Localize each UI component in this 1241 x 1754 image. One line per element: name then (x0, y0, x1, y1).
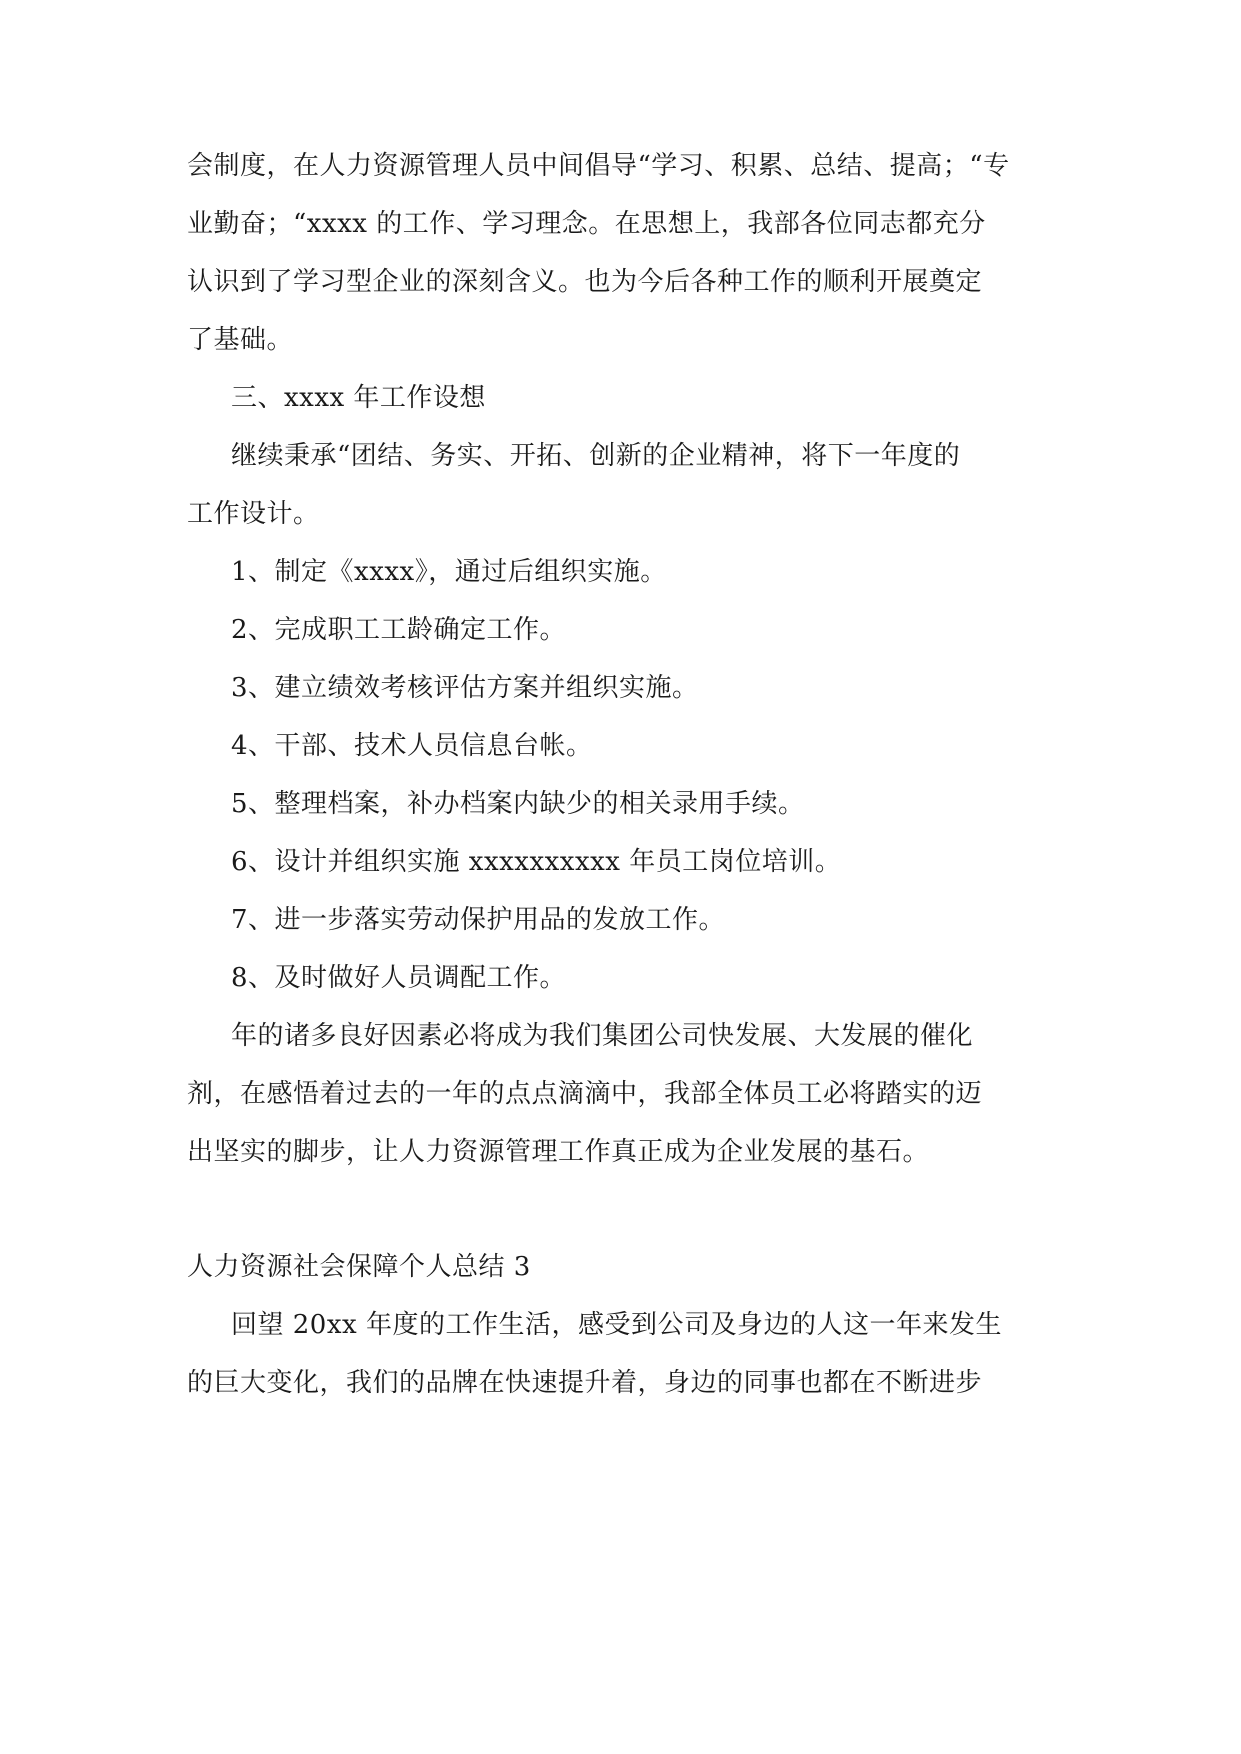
paragraph-line: 会制度，在人力资源管理人员中间倡导“学习、积累、总结、提高；“专 (187, 151, 1010, 181)
paragraph-line: 的巨大变化，我们的品牌在快速提升着，身边的同事也都在不断进步 (187, 1368, 983, 1398)
next-section-title: 人力资源社会保障个人总结 3 (187, 1252, 531, 1282)
paragraph-line: 工作设计。 (187, 499, 320, 529)
plan-item: 1、制定《xxxx》，通过后组织实施。 (231, 557, 667, 587)
paragraph-line: 继续秉承“团结、务实、开拓、创新的企业精神，将下一年度的 (231, 441, 961, 471)
section-title: 三、xxxx 年工作设想 (231, 383, 486, 413)
paragraph-line: 年的诸多良好因素必将成为我们集团公司快发展、大发展的催化 (231, 1021, 974, 1051)
paragraph-line: 业勤奋；“xxxx 的工作、学习理念。在思想上，我部各位同志都充分 (187, 209, 986, 239)
paragraph-line: 出坚实的脚步，让人力资源管理工作真正成为企业发展的基石。 (187, 1137, 930, 1167)
plan-item: 5、整理档案，补办档案内缺少的相关录用手续。 (231, 789, 805, 819)
plan-item: 6、设计并组织实施 xxxxxxxxxx 年员工岗位培训。 (231, 847, 842, 877)
paragraph-line: 剂，在感悟着过去的一年的点点滴滴中，我部全体员工必将踏实的迈 (187, 1079, 983, 1109)
plan-item: 7、进一步落实劳动保护用品的发放工作。 (231, 905, 726, 935)
paragraph-line: 了基础。 (187, 325, 294, 355)
paragraph-line: 认识到了学习型企业的深刻含义。也为今后各种工作的顺利开展奠定 (187, 267, 983, 297)
paragraph-line: 回望 20xx 年度的工作生活，感受到公司及身边的人这一年来发生 (231, 1310, 1002, 1340)
plan-item: 3、建立绩效考核评估方案并组织实施。 (231, 673, 699, 703)
plan-item: 8、及时做好人员调配工作。 (231, 963, 567, 993)
plan-item: 2、完成职工工龄确定工作。 (231, 615, 567, 645)
plan-item: 4、干部、技术人员信息台帐。 (231, 731, 593, 761)
